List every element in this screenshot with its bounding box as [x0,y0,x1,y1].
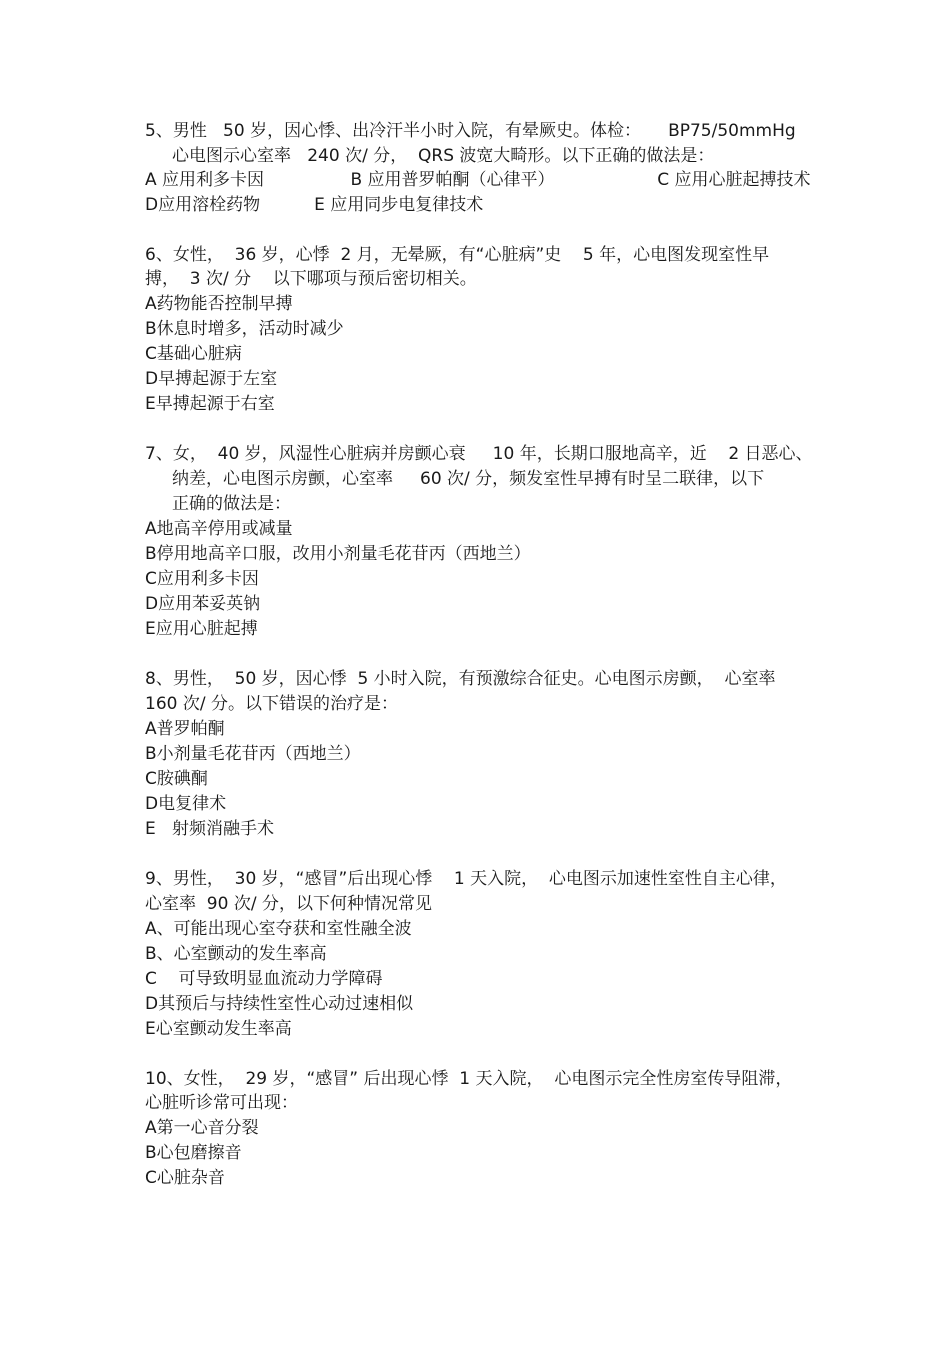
question-6-option-d: D早搏起源于左室 [145,369,278,389]
question-8-stem-line-1: 8、男性， 50 岁，因心悸 5 小时入院，有预激综合征史。心电图示房颤， 心室率 [145,669,776,689]
question-10-option-c: C心脏杂音 [145,1168,225,1188]
question-6-stem-line-1: 6、女性， 36 岁，心悸 2 月，无晕厥，有“心脏病”史 5 年，心电图发现室性早 [145,245,770,265]
question-7-option-c: C应用利多卡因 [145,569,259,589]
question-10-stem-line-2: 心脏听诊常可出现： [145,1093,298,1113]
question-6-option-b: B休息时增多，活动时减少 [145,319,344,339]
question-10-option-a: A第一心音分裂 [145,1118,259,1138]
question-9-stem-line-1: 9、男性， 30 岁，“感冒”后出现心悸 1 天入院， 心电图示加速性室性自主心律， [145,869,787,889]
question-9-stem-line-2: 心室率 90 次/ 分，以下何种情况常见 [145,894,432,914]
question-8-stem-line-2: 160 次/ 分。以下错误的治疗是： [145,694,398,714]
question-10-option-b: B心包磨擦音 [145,1143,242,1163]
question-7-stem-line-3: 正确的做法是： [172,494,291,514]
question-10-stem-line-1: 10、女性， 29 岁，“感冒” 后出现心悸 1 天入院， 心电图示完全性房室传导阻滞， [145,1069,793,1089]
question-8-option-e: E 射频消融手术 [145,819,274,839]
question-6-option-a: A药物能否控制早搏 [145,294,293,314]
question-8-option-b: B小剂量毛花苷丙（西地兰） [145,744,361,764]
question-5-options-line-1: A 应用利多卡因 B 应用普罗帕酮（心律平） C 应用心脏起搏技术 [145,170,811,190]
question-9-option-b: B、心室颤动的发生率高 [145,944,327,964]
question-5-options-line-2: D应用溶栓药物 E 应用同步电复律技术 [145,195,484,215]
question-9-option-d: D其预后与持续性室性心动过速相似 [145,994,414,1014]
question-7-option-a: A地高辛停用或减量 [145,519,293,539]
question-8-option-c: C胺碘酮 [145,769,208,789]
question-8-option-d: D电复律术 [145,794,227,814]
question-7-option-e: E应用心脏起搏 [145,619,258,639]
question-5-stem-line-1: 5、男性 50 岁，因心悸、出冷汗半小时入院，有晕厥史。体检： BP75/50mmHg [145,121,796,141]
question-7-option-d: D应用苯妥英钠 [145,594,261,614]
question-6-option-e: E早搏起源于右室 [145,394,275,414]
question-6-stem-line-2: 搏， 3 次/ 分 以下哪项与预后密切相关。 [145,269,477,289]
question-9-option-c: C 可导致明显血流动力学障碍 [145,969,383,989]
question-7-stem-line-2: 纳差，心电图示房颤，心室率 60 次/ 分，频发室性早搏有时呈二联律，以下 [172,469,765,489]
question-7-stem-line-1: 7、女， 40 岁，风湿性心脏病并房颤心衰 10 年，长期口服地高辛，近 2 日恶心、 [145,444,813,464]
question-7-option-b: B停用地高辛口服，改用小剂量毛花苷丙（西地兰） [145,544,531,564]
question-9-option-a: A、可能出现心室夺获和室性融全波 [145,919,412,939]
question-8-option-a: A普罗帕酮 [145,719,225,739]
question-9-option-e: E心室颤动发生率高 [145,1019,292,1039]
question-6-option-c: C基础心脏病 [145,344,242,364]
question-5-stem-line-2: 心电图示心室率 240 次/ 分， QRS 波宽大畸形。以下正确的做法是： [172,146,715,166]
